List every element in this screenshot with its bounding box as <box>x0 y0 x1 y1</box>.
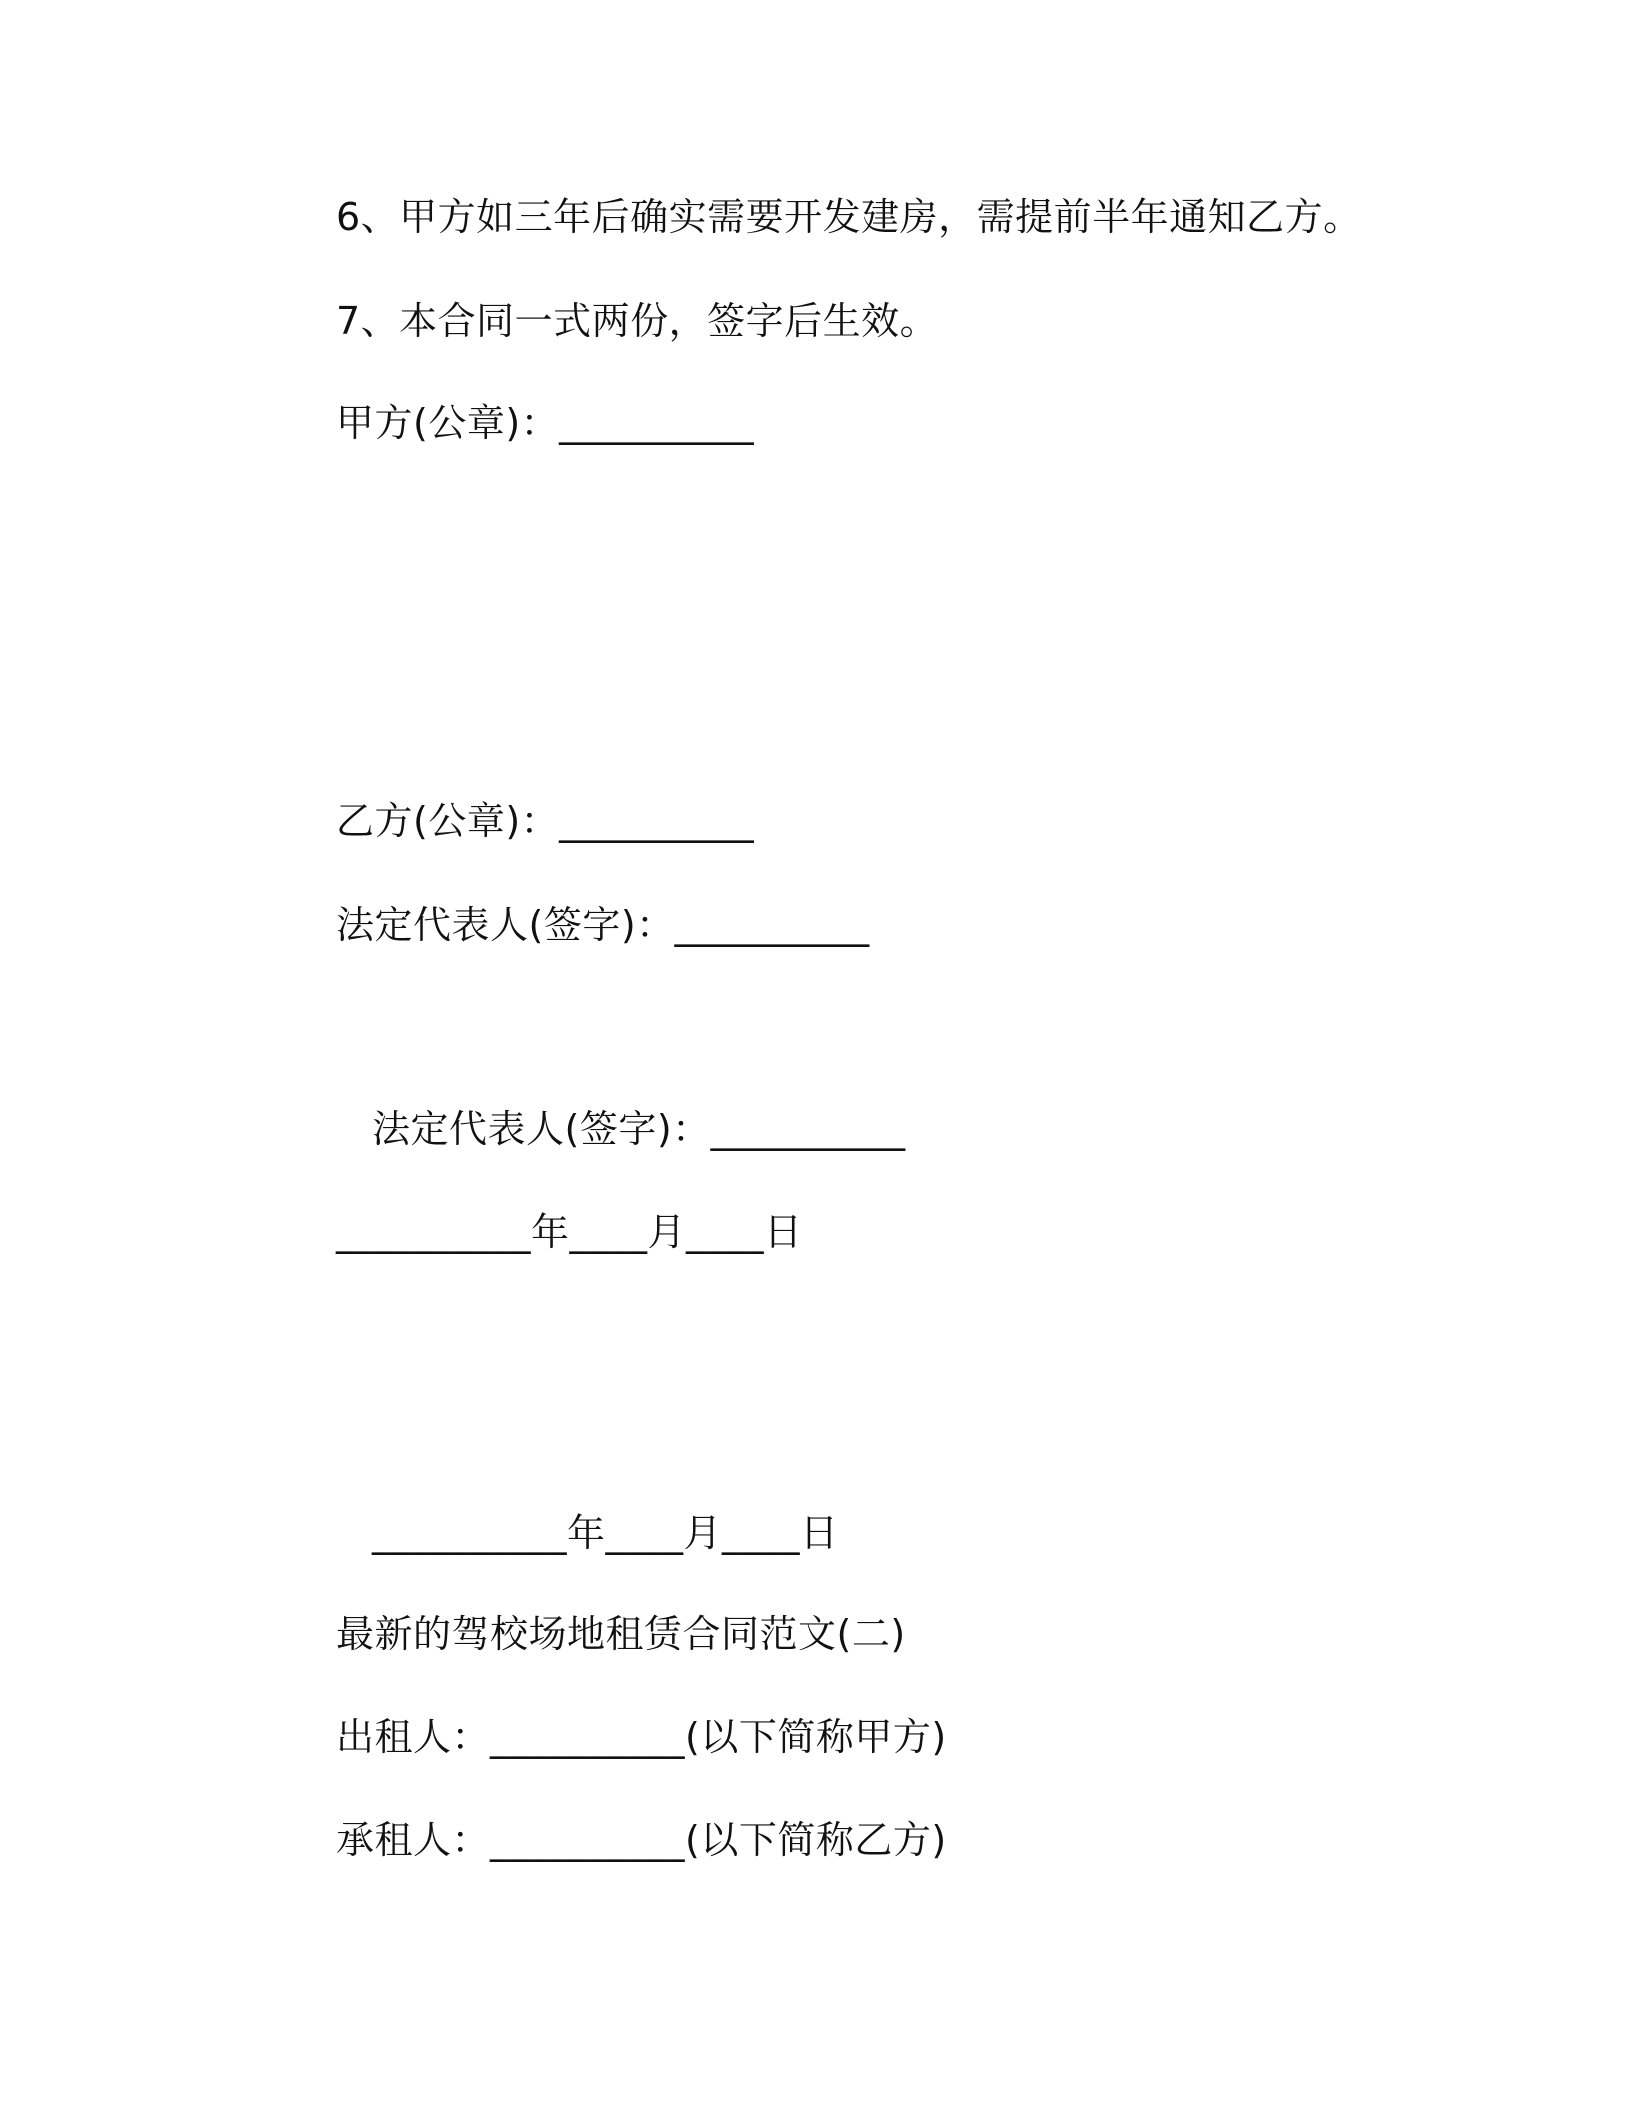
lessee-line: 承租人：__________(以下简称乙方) <box>336 1818 947 1862</box>
date-line-2: __________年____月____日 <box>372 1511 839 1555</box>
date-line: __________年____月____日 <box>336 1210 803 1254</box>
party-a-seal-line: 甲方(公章)：__________ <box>336 401 755 445</box>
lessor-line: 出租人：__________(以下简称甲方) <box>336 1715 947 1759</box>
section-title: 最新的驾校场地租赁合同范文(二) <box>336 1612 906 1656</box>
legal-representative-signature-line-2: 法定代表人(签字)：__________ <box>372 1107 906 1151</box>
legal-representative-signature-line: 法定代表人(签字)：__________ <box>336 903 870 947</box>
party-b-seal-line: 乙方(公章)：__________ <box>336 799 755 843</box>
clause-7: 7、本合同一式两份，签字后生效。 <box>336 299 939 343</box>
clause-6: 6、甲方如三年后确实需要开发建房，需提前半年通知乙方。 <box>336 195 1362 239</box>
